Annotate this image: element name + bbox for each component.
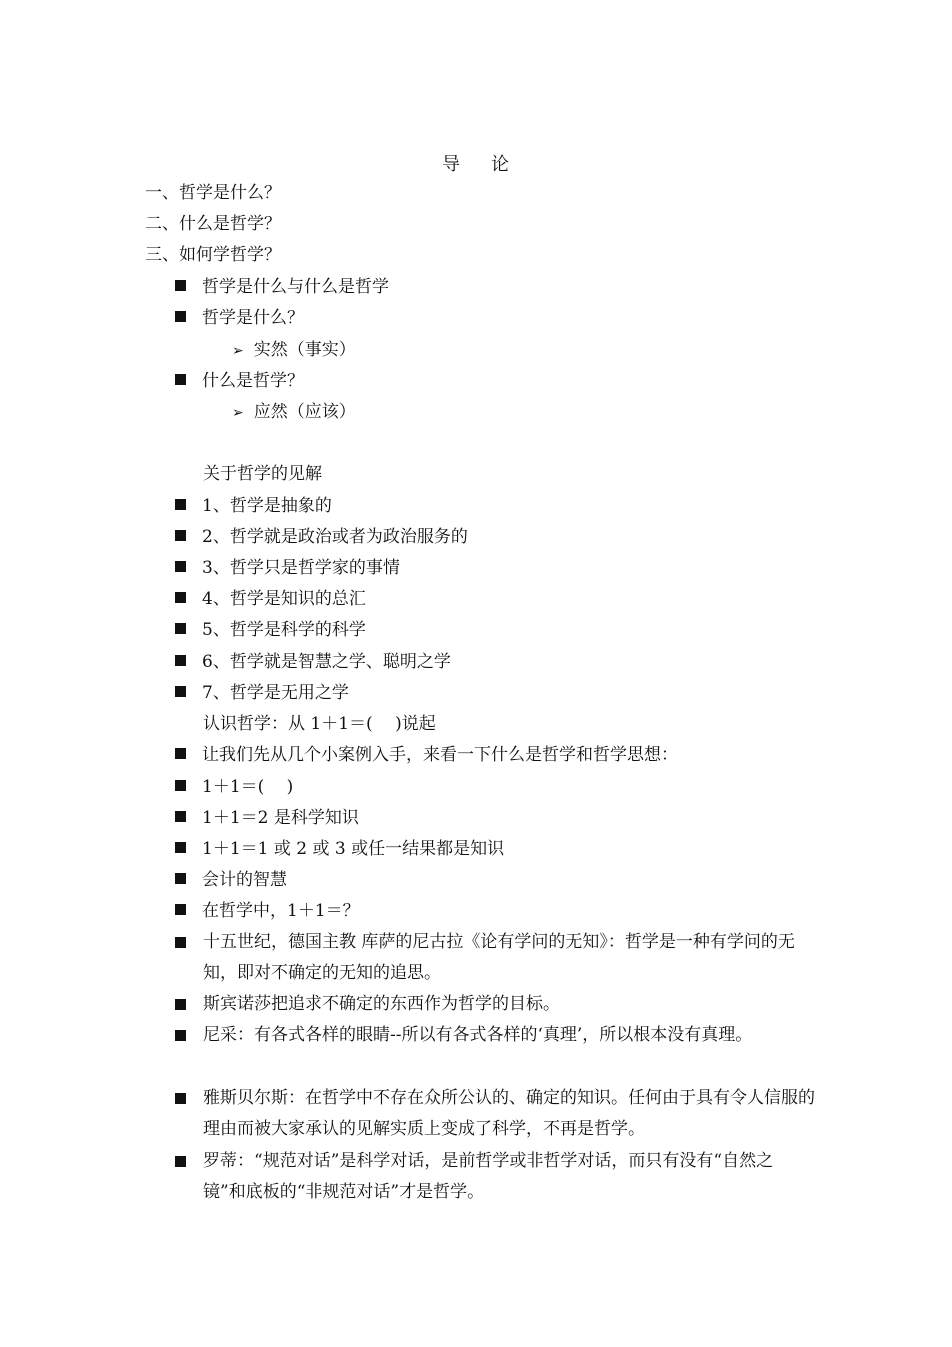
list-item <box>175 275 389 299</box>
square-bullet-icon <box>175 592 186 603</box>
list-item <box>175 369 304 393</box>
arrow-bullet-icon: ➢ <box>232 405 244 421</box>
list-item <box>175 650 451 674</box>
list-item-text: 哲学是什么？ <box>202 308 304 328</box>
list-item-text: 斯宾诺莎把追求不确定的东西作为哲学的目标。 <box>203 994 560 1014</box>
list-item-text: 会计的智慧 <box>202 870 287 890</box>
list-item <box>175 1146 815 1208</box>
arrow-bullet-icon: ➢ <box>232 343 244 359</box>
square-bullet-icon <box>175 999 186 1010</box>
list-item-text: 雅斯贝尔斯：在哲学中不存在众所公认的、确定的知识。任何由于具有令人信服的理由而被大家承认的见解实质上变成了科学，不再是哲学。 <box>203 1088 815 1139</box>
list-item-text: 哲学是什么与什么是哲学 <box>202 277 389 297</box>
list-item-text: 在哲学中，1＋1＝？ <box>202 901 360 921</box>
views-heading: 关于哲学的见解 <box>203 464 322 484</box>
square-bullet-icon <box>175 873 186 884</box>
sub-list-item-text: 应然（应该） <box>253 402 356 422</box>
list-item-text: 5、哲学是科学的科学 <box>202 620 366 640</box>
list-item-text: 罗蒂：“规范对话”是科学对话，是前哲学或非哲学对话，而只有没有“自然之镜”和底板的“非规范对话”才是哲学。 <box>203 1151 774 1202</box>
page-title <box>0 150 952 176</box>
sub-list-item-text: 实然（事实） <box>253 340 356 360</box>
square-bullet-icon <box>175 530 186 541</box>
list-item <box>175 525 468 549</box>
square-bullet-icon <box>175 811 186 822</box>
list-item-text: 什么是哲学？ <box>202 371 304 391</box>
list-item <box>175 1020 815 1051</box>
square-bullet-icon <box>175 780 186 791</box>
sub-list-item <box>232 400 356 424</box>
list-item-text: 7、哲学是无用之学 <box>202 683 349 703</box>
square-bullet-icon <box>175 1030 186 1041</box>
square-bullet-icon <box>175 842 186 853</box>
list-item-text: 2、哲学就是政治或者为政治服务的 <box>202 527 468 547</box>
know-heading: 认识哲学：从 1＋1＝( )说起 <box>203 714 436 734</box>
list-item-text: 1＋1＝( ) <box>202 777 294 797</box>
heading-1: 一、哲学是什么？ <box>145 183 281 203</box>
list-item <box>175 1083 815 1145</box>
square-bullet-icon <box>175 904 186 915</box>
square-bullet-icon <box>175 1093 186 1104</box>
list-item-text: 6、哲学就是智慧之学、聪明之学 <box>202 652 451 672</box>
list-item-text: 1＋1＝2 是科学知识 <box>202 808 359 828</box>
list-item <box>175 899 360 923</box>
title-char-1: 导 <box>442 154 461 175</box>
list-item-text: 1、哲学是抽象的 <box>202 496 332 516</box>
list-item <box>175 806 359 830</box>
square-bullet-icon <box>175 748 186 759</box>
list-item <box>175 587 366 611</box>
list-item <box>175 681 349 705</box>
list-item <box>175 837 504 861</box>
square-bullet-icon <box>175 655 186 666</box>
list-item <box>175 743 678 767</box>
list-item-text: 尼采：有各式各样的眼睛--所以有各式各样的‘真理’，所以根本没有真理。 <box>203 1025 753 1045</box>
square-bullet-icon <box>175 623 186 634</box>
list-item-text: 3、哲学只是哲学家的事情 <box>202 558 400 578</box>
list-item-text: 4、哲学是知识的总汇 <box>202 589 366 609</box>
list-item-text: 让我们先从几个小案例入手，来看一下什么是哲学和哲学思想： <box>202 745 678 765</box>
sub-list-item <box>232 338 356 362</box>
square-bullet-icon <box>175 561 186 572</box>
square-bullet-icon <box>175 937 186 948</box>
list-item <box>175 989 815 1020</box>
square-bullet-icon <box>175 311 186 322</box>
list-item <box>175 927 815 989</box>
square-bullet-icon <box>175 499 186 510</box>
list-item-text: 十五世纪，德国主教 库萨的尼古拉《论有学问的无知》：哲学是一种有学问的无知，即对不确定的无知的追思。 <box>203 932 795 983</box>
list-item <box>175 868 287 892</box>
square-bullet-icon <box>175 686 186 697</box>
title-char-2: 论 <box>491 154 510 175</box>
list-item <box>175 494 332 518</box>
list-item <box>175 775 293 799</box>
list-item-text: 1＋1＝1 或 2 或 3 或任一结果都是知识 <box>202 839 505 859</box>
heading-3: 三、如何学哲学？ <box>145 245 281 265</box>
list-item <box>175 306 304 330</box>
heading-2: 二、什么是哲学？ <box>145 214 281 234</box>
square-bullet-icon <box>175 374 186 385</box>
list-item <box>175 556 400 580</box>
list-item <box>175 618 366 642</box>
square-bullet-icon <box>175 1156 186 1167</box>
square-bullet-icon <box>175 280 186 291</box>
